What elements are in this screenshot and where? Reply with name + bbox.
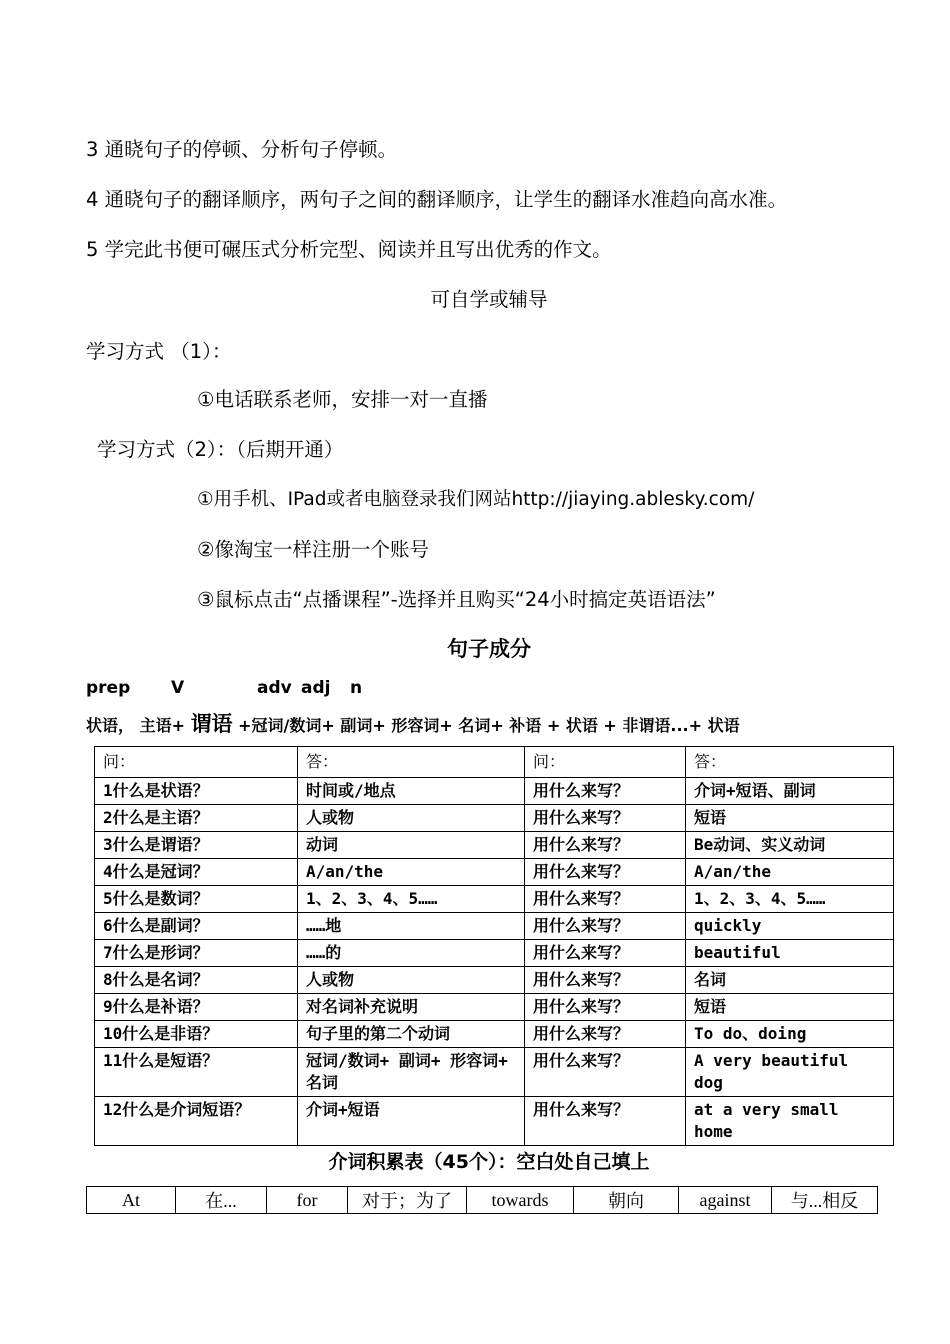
table-cell: at a very small home [686, 1097, 894, 1146]
pos-v: V [171, 678, 185, 698]
table-header-row [95, 747, 894, 778]
prep-cell: At [87, 1187, 176, 1214]
header-answer-1: 答： [298, 747, 525, 778]
prep-cell: for [267, 1187, 348, 1214]
formula-predicate: 谓语 [190, 712, 233, 736]
header-question-1: 问： [95, 747, 298, 778]
formula-part1: 状语， 主语+ [86, 716, 191, 735]
table-cell: 2什么是主语？ [95, 805, 298, 832]
method1-title: 学习方式 （1）： [86, 340, 232, 363]
table-cell: 人或物 [298, 967, 525, 994]
pos-prep: prep [86, 678, 131, 698]
prep-cell: 与...相反 [772, 1187, 878, 1214]
table-cell: 用什么来写？ [525, 886, 686, 913]
sentence-components-table [94, 746, 894, 1146]
section-title: 句子成分 [447, 637, 531, 661]
prep-row [87, 1187, 878, 1214]
prep-cell: towards [467, 1187, 574, 1214]
table-cell: 介词+短语、副词 [686, 778, 894, 805]
header-answer-2: 答： [686, 747, 894, 778]
pos-n: n [350, 678, 363, 698]
table-row [95, 859, 894, 886]
method1-item: ①电话联系老师，安排一对一直播 [197, 388, 488, 411]
table-row [95, 886, 894, 913]
table-cell: 1、2、3、4、5…… [298, 886, 525, 913]
goal-5: 5 学完此书便可碾压式分析完型、阅读并且写出优秀的作文。 [86, 238, 612, 261]
method2-item-purchase: ③鼠标点击“点播课程”-选择并且购买“24小时搞定英语语法” [197, 588, 716, 611]
method2-item-register: ②像淘宝一样注册一个账号 [197, 538, 429, 561]
table-cell: 1什么是状语？ [95, 778, 298, 805]
prep-table-title: 介词积累表（45个）：空白处自己填上 [328, 1151, 650, 1173]
table-cell: 名词 [686, 967, 894, 994]
table-row [95, 1021, 894, 1048]
table-cell: 用什么来写？ [525, 805, 686, 832]
table-cell: 5什么是数词？ [95, 886, 298, 913]
table-row [95, 805, 894, 832]
table-row [95, 832, 894, 859]
prep-cell: 朝向 [574, 1187, 679, 1214]
table-cell: 对名词补充说明 [298, 994, 525, 1021]
table-cell: 用什么来写？ [525, 859, 686, 886]
table-row [95, 994, 894, 1021]
goal-3: 3 通晓句子的停顿、分析句子停顿。 [86, 138, 398, 161]
table-row [95, 940, 894, 967]
prep-cell: 对于；为了 [348, 1187, 467, 1214]
table-cell: 9什么是补语？ [95, 994, 298, 1021]
sentence-formula [86, 712, 740, 738]
pos-adj: adj [301, 678, 331, 698]
table-cell: 6什么是副词？ [95, 913, 298, 940]
method2-title: 学习方式（2）：（后期开通） [97, 438, 344, 461]
table-cell: 时间或/地点 [298, 778, 525, 805]
prep-cell: against [679, 1187, 772, 1214]
table-cell: 句子里的第二个动词 [298, 1021, 525, 1048]
table-cell: 短语 [686, 805, 894, 832]
table-cell: 3什么是谓语？ [95, 832, 298, 859]
table-cell: 4什么是冠词？ [95, 859, 298, 886]
table-cell: 1、2、3、4、5…… [686, 886, 894, 913]
table-cell: 用什么来写？ [525, 940, 686, 967]
table-cell: A/an/the [298, 859, 525, 886]
table-cell: 7什么是形词？ [95, 940, 298, 967]
table-cell: 短语 [686, 994, 894, 1021]
table-cell: ……的 [298, 940, 525, 967]
table-cell: 用什么来写？ [525, 1048, 686, 1097]
table-row [95, 1048, 894, 1097]
table-cell: 用什么来写？ [525, 967, 686, 994]
table-cell: A/an/the [686, 859, 894, 886]
table-cell: 8什么是名词？ [95, 967, 298, 994]
table-cell: 动词 [298, 832, 525, 859]
pos-adv: adv [257, 678, 292, 698]
preposition-table [86, 1186, 878, 1214]
table-cell: quickly [686, 913, 894, 940]
table-cell: A very beautiful dog [686, 1048, 894, 1097]
table-cell: ……地 [298, 913, 525, 940]
table-cell: 用什么来写？ [525, 913, 686, 940]
table-cell: 12什么是介词短语？ [95, 1097, 298, 1146]
goal-4: 4 通晓句子的翻译顺序，两句子之间的翻译顺序，让学生的翻译水准趋向高水准。 [86, 188, 788, 211]
formula-part2: +冠词/数词+ 副词+ 形容词+ 名词+ 补语 + 状语 + 非谓语...+ 状语 [232, 716, 740, 735]
table-cell: 用什么来写？ [525, 832, 686, 859]
prep-cell: 在... [176, 1187, 267, 1214]
table-cell: 用什么来写？ [525, 994, 686, 1021]
table-cell: 用什么来写？ [525, 1097, 686, 1146]
table-row [95, 913, 894, 940]
table-cell: 介词+短语 [298, 1097, 525, 1146]
table-cell: 11什么是短语？ [95, 1048, 298, 1097]
table-cell: To do、doing [686, 1021, 894, 1048]
table-cell: 冠词/数词+ 副词+ 形容词+ 名词 [298, 1048, 525, 1097]
table-cell: 用什么来写？ [525, 778, 686, 805]
table-cell: 人或物 [298, 805, 525, 832]
table-cell: Be动词、实义动词 [686, 832, 894, 859]
method2-item-website: ①用手机、IPad或者电脑登录我们网站http://jiaying.ablesky.com/ [197, 489, 755, 510]
table-row [95, 967, 894, 994]
table-row [95, 778, 894, 805]
header-question-2: 问： [525, 747, 686, 778]
table-cell: 用什么来写？ [525, 1021, 686, 1048]
table-cell: 10什么是非语？ [95, 1021, 298, 1048]
self-study-line: 可自学或辅导 [430, 288, 548, 311]
table-cell: beautiful [686, 940, 894, 967]
table-row [95, 1097, 894, 1146]
